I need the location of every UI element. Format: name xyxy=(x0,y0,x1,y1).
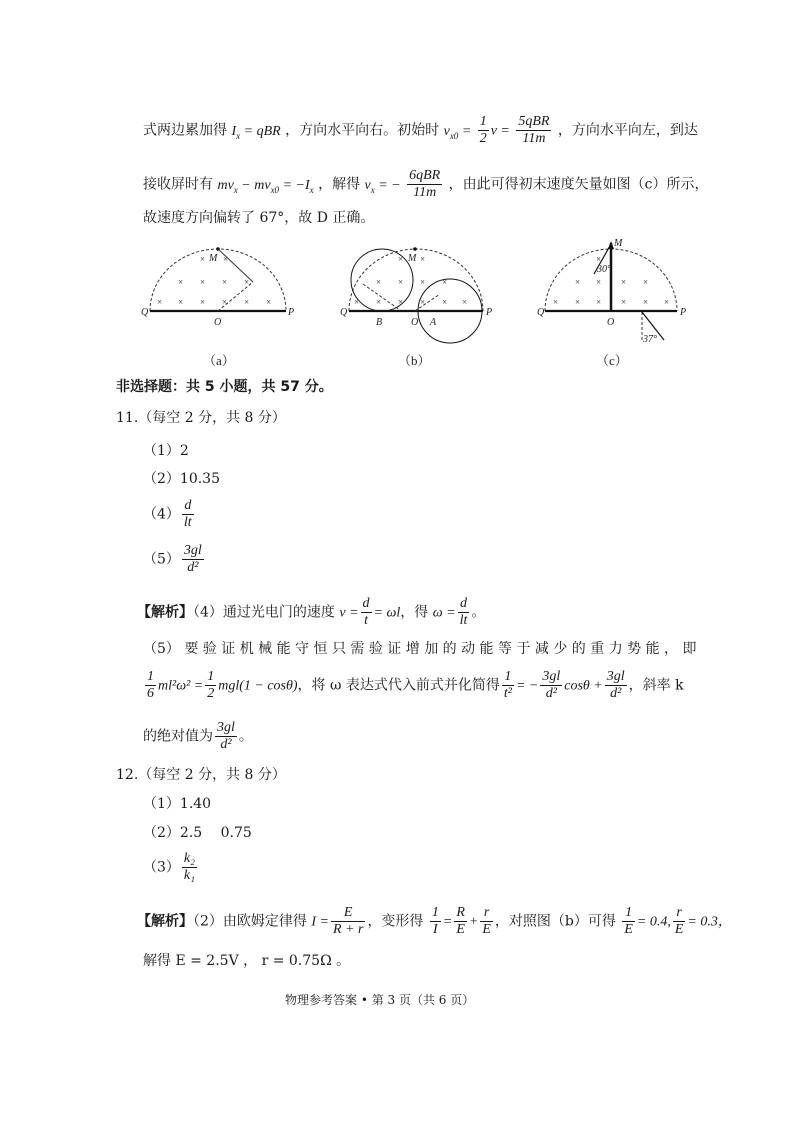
svg-text:×: × xyxy=(462,297,468,307)
svg-text:×: × xyxy=(354,297,360,307)
svg-text:×: × xyxy=(222,297,228,307)
q11-title: 11.（每空 2 分，共 8 分） xyxy=(116,410,286,426)
svg-text:M: M xyxy=(408,253,417,264)
svg-text:O: O xyxy=(411,317,419,328)
svg-text:×: × xyxy=(376,297,382,307)
svg-text:×: × xyxy=(223,254,229,264)
svg-text:O: O xyxy=(607,317,615,328)
svg-text:×: × xyxy=(178,277,184,287)
q11-analysis-line3: $\frac{1}{6}$ ml²ω² = $\frac{1}{2}$ mgl(1 − cosθ)，将 ω 表达式代入前式并化简得 $\frac{1}{\text{t²}}$ = − $\frac{3gl}{\text{d²}}$ cosθ + $\frac{3gl}{\text{d²}}$ ，斜率 k xyxy=(147,669,684,702)
q12-analysis-line2: 解得 E = 2.5V ， r = 0.75Ω 。 xyxy=(143,953,351,969)
svg-text:M: M xyxy=(209,253,218,264)
svg-text:×: × xyxy=(553,297,559,307)
svg-text:×: × xyxy=(596,277,602,287)
svg-text:（c）: （c） xyxy=(596,353,628,368)
svg-text:×: × xyxy=(244,277,250,287)
svg-text:×: × xyxy=(200,277,206,287)
svg-text:Q: Q xyxy=(537,307,545,318)
q11-analysis-line4: 的绝对值为 $\frac{3gl}{\text{d²}}$ 。 xyxy=(143,720,253,753)
q12-title: 12.（每空 2 分，共 8 分） xyxy=(116,767,286,783)
svg-text:×: × xyxy=(244,297,250,307)
page-footer: 物理参考答案 • 第 3 页（共 6 页） xyxy=(285,993,475,1007)
svg-text:×: × xyxy=(420,297,426,307)
svg-text:×: × xyxy=(596,254,602,264)
frac-5qbr: $\frac{\text{5qBR}}{11m}$ xyxy=(518,114,550,147)
q11-analysis-line2: （5） 要 验 证 机 械 能 守 恒 只 需 验 证 增 加 的 动 能 等 于 减 少 的 重 力 势 能 ， 即 xyxy=(143,641,697,657)
svg-text:M: M xyxy=(614,238,623,249)
svg-text:Q: Q xyxy=(340,307,348,318)
q11-answer-4: （4） $\frac{d}{lt}$ xyxy=(143,498,192,531)
math-vx: $v_x$ = − xyxy=(364,177,401,195)
frac-6qbr: $\frac{\text{6qBR}}{11m}$ xyxy=(409,168,441,201)
math-ix: $I_x$ = qBR xyxy=(231,123,281,141)
text: ，由此可得初末速度矢量如图（c）所示， xyxy=(448,176,709,193)
svg-text:×: × xyxy=(420,277,426,287)
section-header: 非选择题：共 5 小题，共 57 分。 xyxy=(116,379,333,395)
figure-a xyxy=(141,247,294,368)
q11-answer-1: （1）2 xyxy=(143,443,189,459)
math-vx0: $v_{x0}$ = xyxy=(443,123,472,141)
svg-text:×: × xyxy=(222,277,228,287)
figure-b xyxy=(340,247,492,368)
svg-text:P: P xyxy=(486,307,493,318)
math-momentum: $mv_x - mv_{x0} = -I_x$ xyxy=(217,177,314,195)
svg-text:×: × xyxy=(266,297,272,307)
svg-text:×: × xyxy=(398,277,404,287)
text: 接收屏时有 xyxy=(143,176,213,193)
text: 式两边累加得 xyxy=(143,122,227,139)
para1-line1: 式两边累加得 $I_x$ = qBR ，方向水平向右。初始时 $v_{x0}$ = $\frac{1}{2}$ v = $\frac{\text{5qBR}}{11m}$ ，方向水平向左，到达 xyxy=(143,114,698,147)
figure-c xyxy=(537,238,686,368)
svg-text:37°: 37° xyxy=(643,334,657,345)
q11-analysis-line1: 【解析】（4）通过光电门的速度 v = $\frac{d}{t}$ = ωl，得 ω = $\frac{d}{lt}$ 。 xyxy=(137,596,486,629)
svg-text:（a）: （a） xyxy=(203,353,235,368)
svg-text:×: × xyxy=(621,297,627,307)
frac-half: $\frac{1}{2}$ xyxy=(479,114,487,147)
svg-text:×: × xyxy=(596,297,602,307)
q11-answer-2: （2）10.35 xyxy=(143,471,220,487)
svg-text:×: × xyxy=(442,297,448,307)
q11-answer-5: （5） $\frac{3gl}{\text{d²}}$ xyxy=(143,543,202,576)
svg-text:×: × xyxy=(398,254,404,264)
q12-answer-1: （1）1.40 xyxy=(143,796,212,812)
svg-text:Q: Q xyxy=(141,307,149,318)
svg-text:O: O xyxy=(214,317,222,328)
text: ，方向水平向左，到达 xyxy=(557,122,698,139)
svg-text:×: × xyxy=(575,297,581,307)
svg-text:P: P xyxy=(680,307,687,318)
svg-text:×: × xyxy=(178,297,184,307)
q12-answer-3: （3） $\frac{\text{k₂}}{\text{k₁}}$ xyxy=(143,851,196,884)
svg-text:A: A xyxy=(430,317,437,328)
svg-text:×: × xyxy=(420,254,426,264)
svg-text:×: × xyxy=(398,297,404,307)
para1-line3: 故速度方向偏转了 67°，故 D 正确。 xyxy=(143,210,375,226)
svg-text:P: P xyxy=(288,307,295,318)
svg-text:×: × xyxy=(376,277,382,287)
svg-text:×: × xyxy=(200,254,206,264)
q12-analysis-line1: 【解析】（2）由欧姆定律得 I = $\frac{E}{R + r}$ ，变形得 $\frac{1}{I}$ = $\frac{R}{E}$ + $\frac{r}{E}$ ，对照图（b）可得 $\frac{1}{E}$ = 0.4, $\frac{r}{E}$ = 0.3， xyxy=(137,905,732,938)
text: ，解得 xyxy=(318,176,361,193)
svg-text:×: × xyxy=(200,297,206,307)
svg-text:×: × xyxy=(442,277,448,287)
svg-text:30°: 30° xyxy=(597,264,611,275)
svg-text:×: × xyxy=(643,297,649,307)
svg-text:×: × xyxy=(664,297,670,307)
svg-text:×: × xyxy=(643,277,649,287)
figure-row xyxy=(0,238,794,378)
para1-line2 xyxy=(143,168,709,201)
svg-text:×: × xyxy=(157,297,163,307)
text: ，方向水平向右。初始时 xyxy=(285,122,440,139)
svg-text:×: × xyxy=(575,277,581,287)
svg-text:×: × xyxy=(621,277,627,287)
q12-answer-2: （2）2.5 0.75 xyxy=(143,825,252,841)
svg-text:B: B xyxy=(376,317,383,328)
svg-text:（b）: （b） xyxy=(398,353,431,368)
